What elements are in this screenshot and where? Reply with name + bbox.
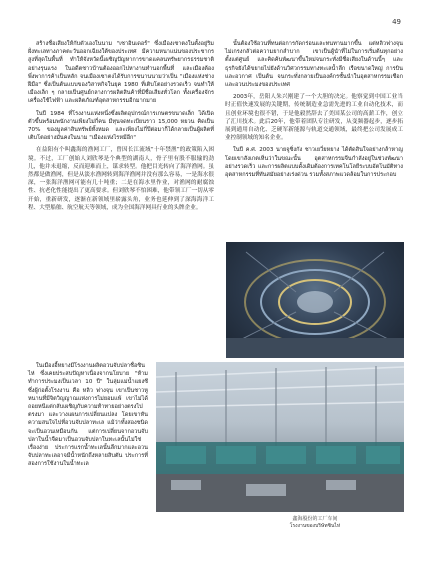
photo-caption <box>230 516 400 530</box>
paragraph-chinese: 2003年，岳阳人朱兴刚建了一个大胆的决定。他察觉到中国工业当时正值快速发展的关键期，传统制造业急需先进的工业自动化技术，而且创业环境也很不错，于是他毅然辞去了美国某公司的高薪工作，创立了汇川技术。此后20年，他带着团队专注研发，从变频器起步，逐步拓展到通用自动化、乏硬军新能源与轨道交通领域，最终把公司发展成工业控制领域的知名企业。 <box>225 94 403 142</box>
left-column-bottom <box>28 362 148 473</box>
paragraph: ในปี 1984 ที่โรงงานแห่งหนึ่งซึ่งผลิตอุปกรณ์การเกษตรขนาดเล็ก ได้เปิดตัวขึ้นพร้อมพนักงานเพียงไม่กี่คน มีทุนจดทะเบียนราว 15,000 หยวน คิดเป็น 70% ของมูลค่าสินทรัพย์ทั้งหมด และเพียงไม่กี่ปีต่อมาก็ได้กลายเป็นผู้ผลิตที่เติบโตอย่างมั่นคงในนาม "เมืองแห่งไรหมีอีก" <box>28 110 214 142</box>
paragraph: นั้นต้องใช้อวนที่ทนต่อการกัดกร่อนและทนทานมากขึ้น แต่หลิวฟางจุนไม่เกรงกลัวต่อความยากลำบาก เขาเป็นผู้นำที่ไม่ในการเริ่มต้นทุกอย่างตั้งแต่ศูนย์ และคิดค้นพัฒนาขึ้นใหม่จนกระทั่งมีชื่อเสียงในด้านนี้ๆ และธุรกิจยังได้ขยายไปยังด้านวิศวกรรมทางทะเลน้ำลึก เรือขนาดใหญ่ การบินและอวกาศ เป็นต้น จนกระทั่งกลายเป็นองค์กรชั้นนำในอุตสาหกรรมเชือกและอวนประมงของประเทศ <box>225 41 403 89</box>
photo-factory-machinery <box>226 242 404 358</box>
paragraph: ในเมืองอี้หยางมีโรงงานผลิตอวนจับปลาชื่อซินไห่ ซึ่งเคยประสบปัญหาเนื่องจากนโยบาย "ห้ามทำการประมงเป็นเวลา 10 ปี" ในลุ่มแม่น้ำแยงซี ซึ่งผู้ก่อตั้งโรงงาน คือ หลิว ฟางจุน เขาเป็นชาวหูหนานที่มีจิตวิญญาณแห่งการไม่ยอมแพ้ เขาไม่ได้ถอยหนีแต่กลับเผชิญกับความท้าทายอย่างตรงไปตรงมา และวางแผนการเปลี่ยนแปลง โดยเขาหันความสนใจไปที่อวนจับปลาทะเล แม้ว่าทั้งสองชนิดจะเป็นอวนเหมือนกัน แต่การเปลี่ยนจากอวนจับปลาในน้ำจืดมาเป็นอวนจับปลาในทะเลนั้นไม่ใช่เรื่องง่าย ประการแรกน้ำทะเลนั้นลึกมากและอวนจับปลาทะเลอาจมีน้ำหนักถึงหลายสิบตัน ประการที่สองการใช้งานในน้ำทะเล <box>28 363 148 468</box>
paragraph: ในปี ค.ศ. 2003 นายจูซิ่งกัง ชาวเยวี่ยหยาง ได้ตัดสินใจอย่างกล้าหาญ โดยเขาสังเกตเห็นว่าในขณะนั้น อุตสาหกรรมจีนกำลังอยู่ในช่วงพัฒนาอย่างรวดเร็ว และการผลิตแบบดั้งเดิมต้องการเทคโนโลยีระบบอัตโนมัติทางอุตสาหกรรมที่ทันสมัยอย่างเร่งด่วน รวมทั้งสภาพแวดล้อมในการประกอบ <box>225 147 403 179</box>
right-column-top <box>225 40 403 183</box>
left-column-top <box>28 40 214 216</box>
caption-chinese: 鑫海股份的工厂车间 <box>292 516 338 522</box>
page-number: 49 <box>392 18 401 26</box>
machinery-illustration <box>226 242 404 358</box>
caption-thai: โรงงานของบริษัทซินไห่ <box>289 523 341 529</box>
photo-factory-floor <box>156 362 404 512</box>
paragraph-chinese: 在益阳有个叫鑫海的渔网工厂，曾因长江流域“十年禁渔”的政策陷入困境。不过，工厂创始人刘欣琴是个典型的湖南人，骨子里有股不服输的劲儿，他并未退缩，反而迎难而上，谋求转型。他把目光转向了海洋渔网。虽然都是做渔网，但是从淡水渔网转到海洋渔网并没有那么容易，一是海水很深，一张海洋渔网可能有几十吨重；二是在海水里作业，对渔网的耐腐蚀性、抗老化性能提出了更高要求。但刘欣琴不怕困难，他带领工厂一切从零开始，重新研发，逐渐在新领域里崭露头角，业务也延伸到了深海海洋工程、大型船舶、航空航天等领域，成为全国海洋网具行业的头牌企业。 <box>28 147 214 211</box>
factory-floor-illustration <box>156 362 404 512</box>
paragraph: สร้างชื่อเสียงให้กับตัวเองในนาม "เซาอินเดอร์" ซึ่งเมืองเซาตงในตั้งอยู่ริมฝั่งทะเลทางภาคตะวันออกเฉียงใต้ของประเทศ มีความหนาแน่นของประชากรสูงที่สุดในพื้นที่ ทำให้จังหวัดนี้เผชิญปัญหาการขาดแคลนทรัพยากรธรรมชาติอย่างรุนแรง ในอดีตชาวบ้านต้องออกไปหางานทำนอกพื้นที่ และเมืองต้องพึ่งพาการค้าเป็นหลัก จนเมืองเซาตงได้รับการขนานนามว่าเป็น "เมืองแห่งช่างฝีมือ" ซึ่งเป็นต้นแบบของวิสาหกิจในยุค 1980 ที่เติบโตอย่างรวดเร็ว จนทำให้เมืองเล็ก ๆ กลายเป็นศูนย์กลางการผลิตสินค้าที่มีชื่อเสียงทั่วโลก ทั้งเครื่องจักร เครื่องใช้ไฟฟ้า และผลิตภัณฑ์อุตสาหกรรมอีกมากมาย <box>28 41 214 105</box>
